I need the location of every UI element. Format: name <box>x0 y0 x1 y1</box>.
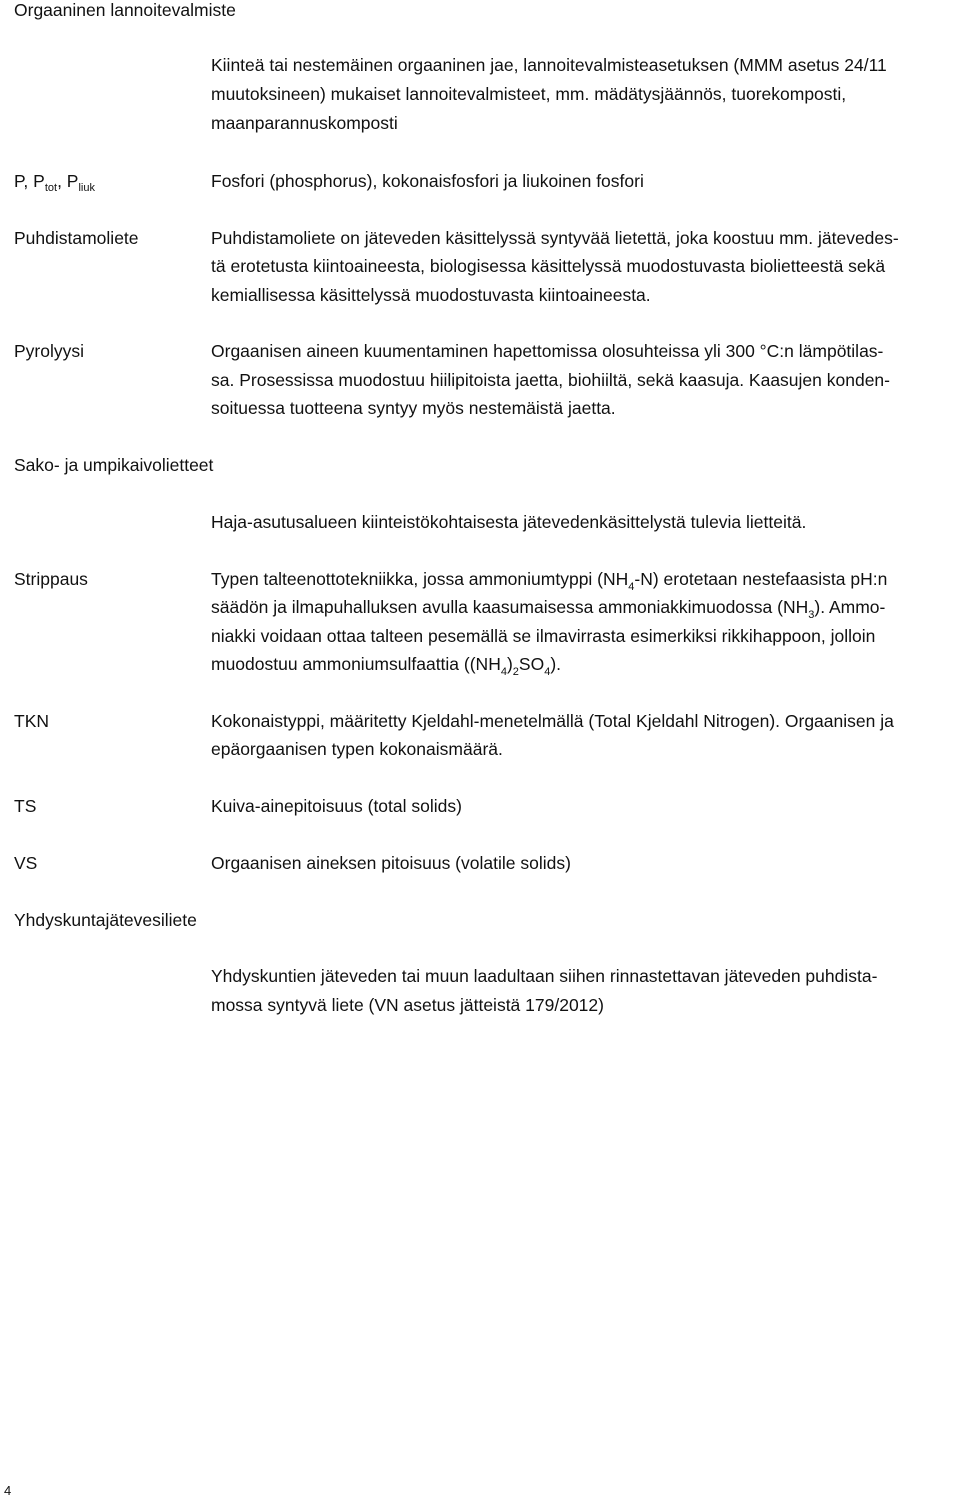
definition-pyrolysis-line-2: sa. Prosessissa muodostuu hiilipitoista jaetta, biohiiltä, sekä kaasuja. Kaasujen konden- <box>211 370 890 390</box>
definition-ts: Kuiva-ainepitoisuus (total solids) <box>211 796 462 816</box>
term-phosphorus-sub-tot: tot <box>44 182 58 194</box>
term-tkn: TKN <box>14 711 49 731</box>
term-ts: TS <box>14 796 37 816</box>
page-number: 4 <box>4 1483 12 1498</box>
definition-tkn-line-1: Kokonaistyppi, määritetty Kjeldahl-menetelmällä (Total Kjeldahl Nitrogen). Orgaanisen ja <box>211 711 894 731</box>
definition-vs: Orgaanisen aineksen pitoisuus (volatile solids) <box>211 853 571 873</box>
term-phosphorus-mid: , P <box>57 171 79 191</box>
term-phosphorus <box>14 171 95 194</box>
definition-organic-fertilizer-line-1: Kiinteä tai nestemäinen orgaaninen jae, lannoitevalmisteasetuksen (MMM asetus 24/11 <box>211 55 887 75</box>
term-sewage-sludge: Puhdistamoliete <box>14 228 139 248</box>
stripping-line4-b: ) <box>506 654 513 674</box>
definition-sewage-sludge-line-3: kemiallisessa käsittelyssä muodostuvasta kiintoaineesta. <box>211 285 651 305</box>
definition-phosphorus: Fosfori (phosphorus), kokonaisfosfori ja liukoinen fosfori <box>211 171 644 191</box>
definition-municipal-sludge-line-2: mossa syntyvä liete (VN asetus jätteistä 179/2012) <box>211 995 604 1015</box>
stripping-line1-sub: 4 <box>628 581 635 593</box>
term-septic-sludge: Sako- ja umpikaivolietteet <box>14 455 214 475</box>
stripping-line2-a: säädön ja ilmapuhalluksen avulla kaasumaisessa ammoniakkimuodossa (NH <box>211 597 809 617</box>
term-organic-fertilizer: Orgaaninen lannoitevalmiste <box>14 0 236 20</box>
definition-municipal-sludge-line-1: Yhdyskuntien jäteveden tai muun laadultaan siihen rinnastettavan jäteveden puhdista- <box>211 966 878 986</box>
definition-stripping-line-1 <box>211 569 887 592</box>
stripping-line4-a: muodostuu ammoniumsulfaattia ((NH <box>211 654 501 674</box>
definition-organic-fertilizer-line-3: maanparannuskomposti <box>211 113 398 133</box>
stripping-line4-sub1: 4 <box>500 666 507 678</box>
stripping-line4-sub2: 2 <box>512 666 519 678</box>
stripping-line2-sub: 3 <box>808 609 815 621</box>
term-phosphorus-p: P, P <box>14 171 45 191</box>
term-stripping: Strippaus <box>14 569 88 589</box>
stripping-line4-sub3: 4 <box>544 666 551 678</box>
definition-stripping-line-2 <box>211 597 885 620</box>
term-phosphorus-sub-liuk: liuk <box>78 182 95 194</box>
stripping-line4-d: ). <box>550 654 562 674</box>
stripping-line4-c: SO <box>518 654 545 674</box>
stripping-line2-b: ). Ammo- <box>814 597 886 617</box>
term-pyrolysis: Pyrolyysi <box>14 341 85 361</box>
stripping-line1-a: Typen talteenottotekniikka, jossa ammoniumtyppi (NH <box>211 569 629 589</box>
term-vs: VS <box>14 853 38 873</box>
definition-sewage-sludge-line-1: Puhdistamoliete on jäteveden käsittelyssä syntyvää lietettä, joka koostuu mm. jätevedes- <box>211 228 899 248</box>
definition-tkn-line-2: epäorgaanisen typen kokonaismäärä. <box>211 739 503 759</box>
definition-stripping-line-4 <box>211 654 561 677</box>
definition-organic-fertilizer-line-2: muutoksineen) mukaiset lannoitevalmisteet, mm. mädätysjäännös, tuorekomposti, <box>211 84 847 104</box>
definition-stripping-line-3: niakki voidaan ottaa talteen pesemällä se ilmavirrasta esimerkiksi rikkihappoon, jolloin <box>211 626 876 646</box>
definition-pyrolysis-line-1: Orgaanisen aineen kuumentaminen hapettomissa olosuhteissa yli 300 °C:n lämpötilas- <box>211 341 884 361</box>
stripping-line1-b: -N) erotetaan nestefaasista pH:n <box>634 569 888 589</box>
definition-septic-sludge: Haja-asutusalueen kiinteistökohtaisesta jätevedenkäsittelystä tulevia lietteitä. <box>211 512 807 532</box>
definition-pyrolysis-line-3: soituessa tuotteena syntyy myös nestemäistä jaetta. <box>211 398 616 418</box>
term-municipal-sludge: Yhdyskuntajätevesiliete <box>14 910 197 930</box>
definition-sewage-sludge-line-2: tä erotetusta kiintoaineesta, biologisessa käsittelyssä muodostuvasta biolietteestä sekä <box>211 256 886 276</box>
